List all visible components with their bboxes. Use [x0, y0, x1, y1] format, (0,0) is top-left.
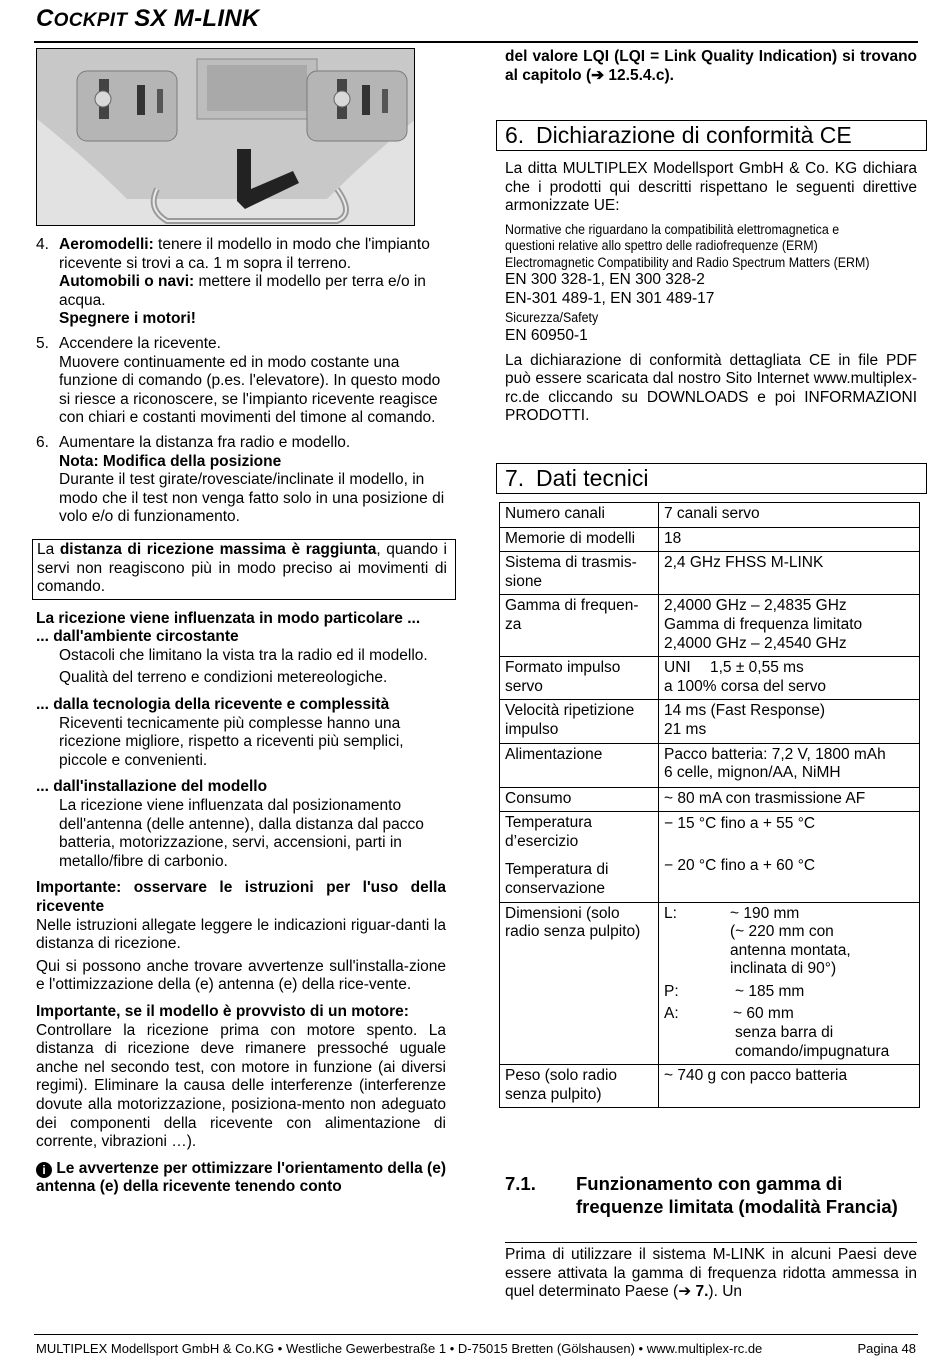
- important-motor-text: Controllare la ricezione prima con motore spento. La distanza di ricezione deve rimanere pressoché uguale anche nel secondo test, con motore in funzione (ai diversi regimi). Eliminare la causa delle interferenze (interferenze dovute alla motorizzazione, posiziona-mento non adeguato dei componenti della ricevente con alimentazione di corrente, vibrazioni …).: [36, 1021, 446, 1151]
- table-row: [500, 527, 920, 552]
- table-value: 2,4000 GHz – 2,4835 GHz Gamma di frequenza limitato 2,4000 GHz – 2,4540 GHz: [659, 595, 920, 657]
- section-7-heading: 7. Dati tecnici: [496, 463, 927, 494]
- table-key: Alimentazione: [500, 743, 659, 787]
- step-4: [36, 236, 446, 329]
- header-rule: [34, 41, 918, 43]
- step-number: 4.: [36, 236, 49, 253]
- footer-rule: [34, 1334, 918, 1335]
- transmitter-photo: [36, 48, 415, 226]
- table-value: 14 ms (Fast Response) 21 ms: [659, 700, 920, 743]
- footer-address: MULTIPLEX Modellsport GmbH & Co.KG • Westliche Gewerbestraße 1 • D-75015 Bretten (Gölshausen) • www.multiplex-rc.de: [36, 1341, 763, 1356]
- table-key: Formato impulso servo: [500, 657, 659, 700]
- table-key: Dimensioni (solo radio senza pulpito): [500, 902, 659, 1065]
- table-key: Gamma di frequen-za: [500, 595, 659, 657]
- table-row: [500, 657, 920, 700]
- table-value: L: ~ 190 mm (~ 220 mm con antenna montata, inclinata di 90°) P: ~ 185 mm A: ~ 60 mm senza barra di comando/impugnatura: [659, 902, 920, 1065]
- norm-line-2: questioni relative allo spettro delle radiofrequenze (ERM): [505, 238, 818, 254]
- important-receiver-text-2: Qui si possono anche trovare avvertenze sull'installa-zione e l'ottimizzazione della (e) antenna (e) della rice-vente.: [36, 957, 446, 994]
- table-key: Temperatura d’esercizio Temperatura di conservazione: [500, 812, 659, 902]
- important-motor-title: Importante, se il modello è provvisto di un motore:: [36, 1002, 409, 1020]
- conformity-intro: La ditta MULTIPLEX Modellsport GmbH & Co. KG dichiara che i prodotti qui descritti rispettano le seguenti direttive armonizzate UE:: [505, 160, 917, 215]
- table-value: − 15 °C fino a + 55 °C − 20 °C fino a + 60 °C: [659, 812, 920, 902]
- step-5: [36, 335, 446, 428]
- table-row: [500, 902, 920, 1065]
- table-key: Velocità ripetizione impulso: [500, 700, 659, 743]
- step-6-text: Durante il test girate/rovesciate/inclinate il modello, in modo che il test non venga fatto solo in una posizione di volo e/o di funzionamento.: [59, 471, 445, 526]
- step-5-text: Muovere continuamente ed in modo costante una funzione di comando (p.es. l'elevatore). In questo modo si riesce a riconoscere, se l'impianto ricevente reagisce con chiari e costanti movimenti del timone al comando.: [59, 353, 441, 427]
- en-standard-2: EN-301 489-1, EN 301 489-17: [505, 289, 715, 307]
- technology-text: Riceventi tecnicamente più complesse hanno una ricezione migliore, rispetto a riceventi più semplici, piccole e convenienti.: [59, 714, 404, 769]
- environment-title: ... dall'ambiente circostante: [36, 628, 239, 646]
- installation-text: La ricezione viene influenzata dal posizionamento dell'antenna (delle antenne), dalla distanza dal pacco batteria, motorizzazione, servi, accensioni, parti in metallo/fibre di carbonio.: [59, 797, 424, 870]
- table-key: Memorie di modelli: [500, 527, 659, 552]
- table-row: [500, 595, 920, 657]
- step-6-line-1: Aumentare la distanza fra radio e modello.: [59, 433, 351, 451]
- technology-title: ... dalla tecnologia della ricevente e complessità: [36, 696, 390, 714]
- installation-title: ... dall'installazione del modello: [36, 778, 268, 796]
- norm-line-1: Normative che riguardano la compatibilità elettromagnetica e: [505, 221, 840, 237]
- section-6-body: [505, 160, 917, 426]
- subsection-rule: [505, 1242, 917, 1243]
- important-receiver-title: Importante: osservare le istruzioni per l'uso della ricevente: [36, 879, 446, 915]
- environment-text-1: Ostacoli che limitano la vista tra la radio ed il modello.: [59, 646, 428, 664]
- norm-line-3: Electromagnetic Compatibility and Radio Spectrum Matters (ERM): [505, 254, 870, 270]
- table-value: Pacco batteria: 7,2 V, 1800 mAh 6 celle, mignon/AA, NiMH: [659, 743, 920, 787]
- technical-data-table: [499, 502, 920, 1108]
- table-value: ~ 740 g con pacco batteria: [659, 1065, 920, 1108]
- step-6-note-title: Nota: Modifica della posizione: [59, 452, 282, 470]
- step-4-bold-aeromodelli: Aeromodelli:: [59, 236, 154, 253]
- en-standard-3: EN 60950-1: [505, 326, 588, 344]
- safety-label: Sicurezza/Safety: [505, 310, 599, 326]
- table-row: [500, 700, 920, 743]
- step-4-text-2: mettere il modello per terra e/o in acqua.: [59, 273, 426, 309]
- table-key: Sistema di trasmis-sione: [500, 552, 659, 595]
- table-value: 7 canali servo: [659, 503, 920, 528]
- section-6-heading: 6. Dichiarazione di conformità CE: [496, 120, 927, 151]
- left-column: [36, 236, 446, 1197]
- table-key: Numero canali: [500, 503, 659, 528]
- step-number: 5.: [36, 334, 49, 352]
- max-range-note-box: La distanza di ricezione massima è raggiunta, quando i servi non reagiscono più in modo preciso ai movimenti di comando.: [32, 539, 456, 600]
- conformity-download-text: La dichiarazione di conformità dettagliata CE in file PDF può essere scaricata dal nostro Sito Internet www.multiplex-rc.de cliccando su DOWNLOADS e poi INFORMAZIONI PRODOTTI.: [505, 351, 917, 425]
- antenna-warning: i Le avvertenze per ottimizzare l'orientamento della (e) antenna (e) della ricevente tenendo conto: [36, 1159, 446, 1196]
- en-standard-1: EN 300 328-1, EN 300 328-2: [505, 271, 705, 289]
- lqi-reference-text: del valore LQI (LQI = Link Quality Indication) si trovano al capitolo (➔ 12.5.4.c).: [505, 48, 917, 84]
- subsection-7-1-text: Prima di utilizzare il sistema M-LINK in alcuni Paesi deve essere attivata la gamma di frequenza ridotta ammessa in quel determinato Paese (➔ 7.). Un: [505, 1246, 917, 1301]
- table-value: 2,4 GHz FHSS M-LINK: [659, 552, 920, 595]
- table-key: Peso (solo radio senza pulpito): [500, 1065, 659, 1108]
- table-row: [500, 503, 920, 528]
- table-row: [500, 552, 920, 595]
- arrow-right-icon: ➔: [678, 1283, 692, 1301]
- table-value: 18: [659, 527, 920, 552]
- environment-text-2: Qualità del terreno e condizioni metereologiche.: [59, 669, 388, 687]
- table-row: [500, 812, 920, 902]
- table-row: [500, 743, 920, 787]
- step-number: 6.: [36, 433, 49, 451]
- table-row: [500, 787, 920, 812]
- step-4-text-1: tenere il modello in modo che l'impianto ricevente si trovi a ca. 1 m sopra il terreno.: [59, 236, 430, 272]
- table-value: UNI 1,5 ± 0,55 ms a 100% corsa del servo: [659, 657, 920, 700]
- important-receiver-text-1: Nelle istruzioni allegate leggere le indicazioni riguar-danti la distanza di ricezione.: [36, 916, 446, 953]
- arrow-right-icon: ➔: [591, 66, 605, 84]
- step-4-bold-spegnere: Spegnere i motori!: [59, 310, 196, 328]
- step-6: [36, 434, 446, 527]
- step-5-line-1: Accendere la ricevente.: [59, 334, 221, 352]
- influence-title: La ricezione viene influenzata in modo particolare ...: [36, 609, 421, 627]
- table-key: Consumo: [500, 787, 659, 812]
- info-icon: i: [36, 1162, 52, 1178]
- page-number: Pagina 48: [857, 1341, 916, 1356]
- document-header-title: COCKPIT SX M-LINK: [36, 5, 260, 32]
- subsection-7-1-heading: 7.1. Funzionamento con gamma di frequenze limitata (modalità Francia): [505, 1173, 898, 1217]
- table-value: ~ 80 mA con trasmissione AF: [659, 787, 920, 812]
- page-footer: [36, 1341, 916, 1357]
- table-row: [500, 1065, 920, 1108]
- step-4-bold-automobili: Automobili o navi:: [59, 273, 195, 291]
